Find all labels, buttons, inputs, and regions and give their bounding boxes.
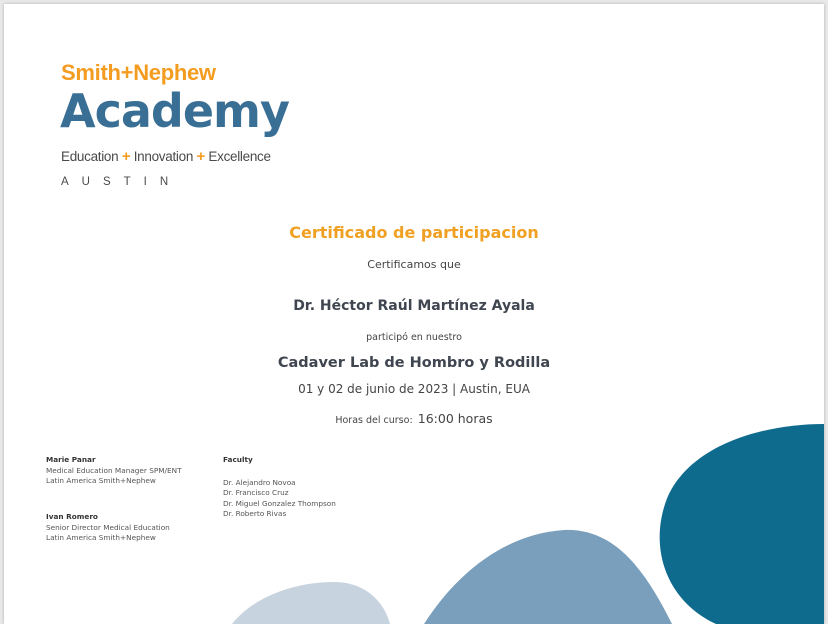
brand-left: Smith — [61, 60, 121, 85]
logo-tagline — [61, 148, 271, 165]
signatory-name: Marie Panar — [46, 455, 96, 464]
certificate-title: Certificado de participacion — [289, 223, 539, 242]
brand-right: Nephew — [133, 60, 216, 85]
hours-separator: : — [409, 415, 413, 426]
hours-value: 16:00 horas — [417, 411, 493, 426]
tagline-plus-2: + — [196, 148, 205, 165]
signatory-org: Latin America Smith+Nephew — [46, 476, 156, 485]
certificate-page — [4, 4, 824, 624]
tagline-plus-1: + — [121, 148, 131, 165]
course-hours — [4, 408, 824, 427]
hours-label: Horas del curso — [335, 415, 410, 426]
academy-logo-text: Academy — [60, 84, 289, 138]
faculty-block — [223, 455, 336, 520]
signatory-block — [46, 512, 170, 544]
signatory-org: Latin America Smith+Nephew — [46, 533, 156, 542]
participated-text: participó en nuestro — [366, 332, 462, 343]
tagline-innovation: Innovation — [133, 149, 194, 164]
logo-city: AUSTIN — [61, 176, 182, 188]
tagline-education: Education — [61, 149, 119, 164]
tagline-excellence: Excellence — [208, 149, 271, 164]
faculty-member: Dr. Francisco Cruz — [223, 488, 289, 497]
signatory-block — [46, 455, 182, 487]
faculty-member: Dr. Miguel Gonzalez Thompson — [223, 498, 336, 508]
recipient-name: Dr. Héctor Raúl Martínez Ayala — [293, 298, 535, 314]
teal-blob — [660, 424, 824, 624]
signatory-title: Senior Director Medical Education — [46, 522, 170, 532]
brand-plus: + — [120, 60, 134, 85]
signatory-name: Ivan Romero — [46, 512, 98, 521]
signatory-title: Medical Education Manager SPM/ENT — [46, 465, 182, 475]
faculty-member: Dr. Alejandro Novoa — [223, 477, 296, 487]
date-location: 01 y 02 de junio de 2023 | Austin, EUA — [298, 382, 530, 396]
certify-text: Certificamos que — [367, 258, 461, 271]
faculty-heading: Faculty — [223, 455, 253, 464]
course-name: Cadaver Lab de Hombro y Rodilla — [277, 355, 551, 371]
smith-nephew-logo — [61, 60, 216, 86]
mid-blue-blob — [424, 530, 672, 624]
faculty-member: Dr. Roberto Rivas — [223, 509, 287, 518]
